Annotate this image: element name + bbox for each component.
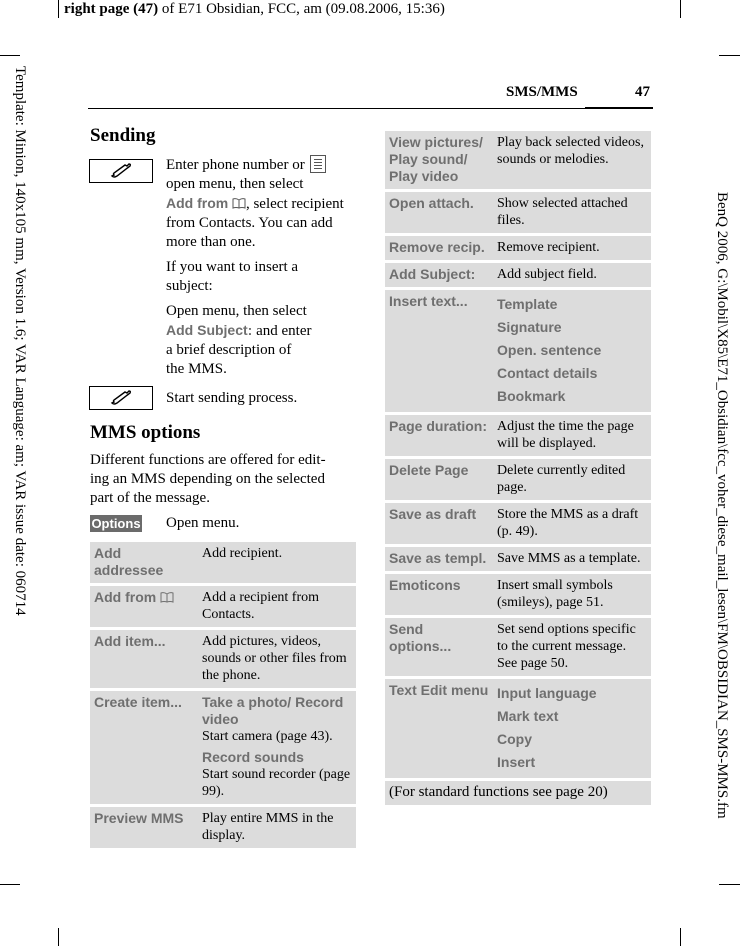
page-number: 47	[635, 84, 650, 100]
crop-mark	[719, 55, 740, 56]
option-key: Add addressee	[90, 542, 198, 583]
call-key	[89, 386, 153, 410]
option-key: Add from	[90, 586, 198, 627]
option-desc: Store the MMS as a draft (p. 49).	[493, 503, 651, 544]
menu-key-icon	[310, 155, 326, 173]
option-key: Preview MMS	[90, 807, 198, 848]
crop-mark	[0, 55, 20, 56]
option-key: Page duration:	[385, 415, 493, 456]
contacts-book-icon	[160, 592, 174, 603]
table-row	[385, 547, 651, 571]
sub-option: Signature	[497, 319, 562, 335]
mms-options-intro: Different functions are offered for edit- ing an MMS depending on the selected part of the message.	[90, 452, 326, 506]
option-key: Add Subject:	[385, 263, 493, 287]
sub-option: Insert	[497, 754, 536, 770]
table-row	[385, 459, 651, 500]
option-key: Add item...	[90, 630, 198, 688]
option-desc: Show selected attached files.	[493, 192, 651, 233]
contacts-book-icon	[232, 198, 246, 209]
sub-option: Input language	[497, 685, 597, 701]
option-desc	[493, 679, 651, 778]
option-desc: Add a recipient from Contacts.	[198, 586, 356, 627]
option-desc	[493, 290, 651, 412]
sub-option: Take a photo/ Record video	[202, 694, 344, 727]
option-desc: Add subject field.	[493, 263, 651, 287]
sending-start-text: Start sending process.	[166, 390, 298, 406]
phone-handset-icon	[110, 390, 132, 406]
section-title-mms-options: MMS options	[90, 422, 201, 443]
sub-option: Record sounds	[202, 749, 304, 765]
call-key	[89, 159, 153, 183]
phone-handset-icon	[110, 163, 132, 179]
side-info-left: Template: Minion, 140x105 mm, Version 1.6; VAR Language: am; VAR issue date: 060714	[12, 66, 28, 616]
sub-option: Mark text	[497, 708, 559, 724]
header-rule-accent	[585, 107, 653, 109]
table-row	[90, 630, 356, 688]
options-softkey: Options	[91, 516, 141, 531]
option-key: Save as templ.	[385, 547, 493, 571]
table-row	[385, 236, 651, 260]
table-row	[90, 691, 356, 804]
mms-options-table-left	[90, 539, 356, 851]
table-row	[90, 542, 356, 583]
option-desc: Insert small symbols (smileys), page 51.	[493, 574, 651, 615]
side-info-right: BenQ 2006, G:\Mobil\X85\E71_Obsidian\fcc_voher_diese_mail_lesen\FM\OBSIDIAN_SMS-MMS.fm	[714, 192, 730, 819]
section-title-sending: Sending	[90, 125, 156, 146]
options-softkey-text: Open menu.	[166, 515, 240, 531]
crop-mark	[680, 928, 681, 946]
option-key: Insert text...	[385, 290, 493, 412]
option-key: Text Edit menu	[385, 679, 493, 778]
option-key: Remove recip.	[385, 236, 493, 260]
table-row	[385, 781, 651, 805]
table-row	[90, 807, 356, 848]
option-desc: Add recipient.	[198, 542, 356, 583]
option-desc: Play entire MMS in the display.	[198, 807, 356, 848]
option-key: Delete Page	[385, 459, 493, 500]
sub-option: Copy	[497, 731, 532, 747]
table-footer-note: (For standard functions see page 20)	[385, 781, 651, 805]
sub-option: Contact details	[497, 365, 598, 381]
table-row	[385, 618, 651, 676]
option-key: Create item...	[90, 691, 198, 804]
crop-mark	[680, 0, 681, 18]
table-row	[385, 503, 651, 544]
sub-option: Open. sentence	[497, 342, 602, 358]
running-head-section: SMS/MMS	[506, 84, 578, 100]
mms-options-table-right	[385, 128, 651, 808]
sub-option: Template	[497, 296, 558, 312]
header-rule	[88, 108, 653, 109]
option-desc: Remove recipient.	[493, 236, 651, 260]
option-key: Send options...	[385, 618, 493, 676]
option-desc: Set send options specific to the current message. See page 50.	[493, 618, 651, 676]
table-row	[385, 574, 651, 615]
crop-mark	[0, 884, 20, 885]
table-row	[385, 131, 651, 189]
print-header: right page (47) of E71 Obsidian, FCC, am (09.08.2006, 15:36)	[64, 1, 445, 17]
crop-mark	[58, 0, 59, 18]
option-key: Emoticons	[385, 574, 493, 615]
option-key: Save as draft	[385, 503, 493, 544]
option-key: View pictures/ Play sound/ Play video	[385, 131, 493, 189]
table-row	[90, 586, 356, 627]
table-row	[385, 415, 651, 456]
table-row	[385, 679, 651, 778]
option-desc: Take a photo/ Record video Start camera (page 43). Record sounds Start sound recorder (page 99).	[198, 691, 356, 804]
option-desc: Play back selected videos, sounds or melodies.	[493, 131, 651, 189]
crop-mark	[58, 928, 59, 946]
table-row	[385, 263, 651, 287]
crop-mark	[719, 884, 740, 885]
option-key: Open attach.	[385, 192, 493, 233]
table-row	[385, 192, 651, 233]
option-desc: Add pictures, videos, sounds or other files from the phone.	[198, 630, 356, 688]
sub-option: Bookmark	[497, 388, 566, 404]
option-desc: Adjust the time the page will be displayed.	[493, 415, 651, 456]
option-desc: Save MMS as a template.	[493, 547, 651, 571]
sending-instructions: Enter phone number or open menu, then select Add from , select recipient from Contacts. You can add more than one. If you want to insert a subject: Open menu, then select Add Subject: and enter a brief description of the MMS.	[166, 157, 344, 377]
table-row	[385, 290, 651, 412]
option-desc: Delete currently edited page.	[493, 459, 651, 500]
